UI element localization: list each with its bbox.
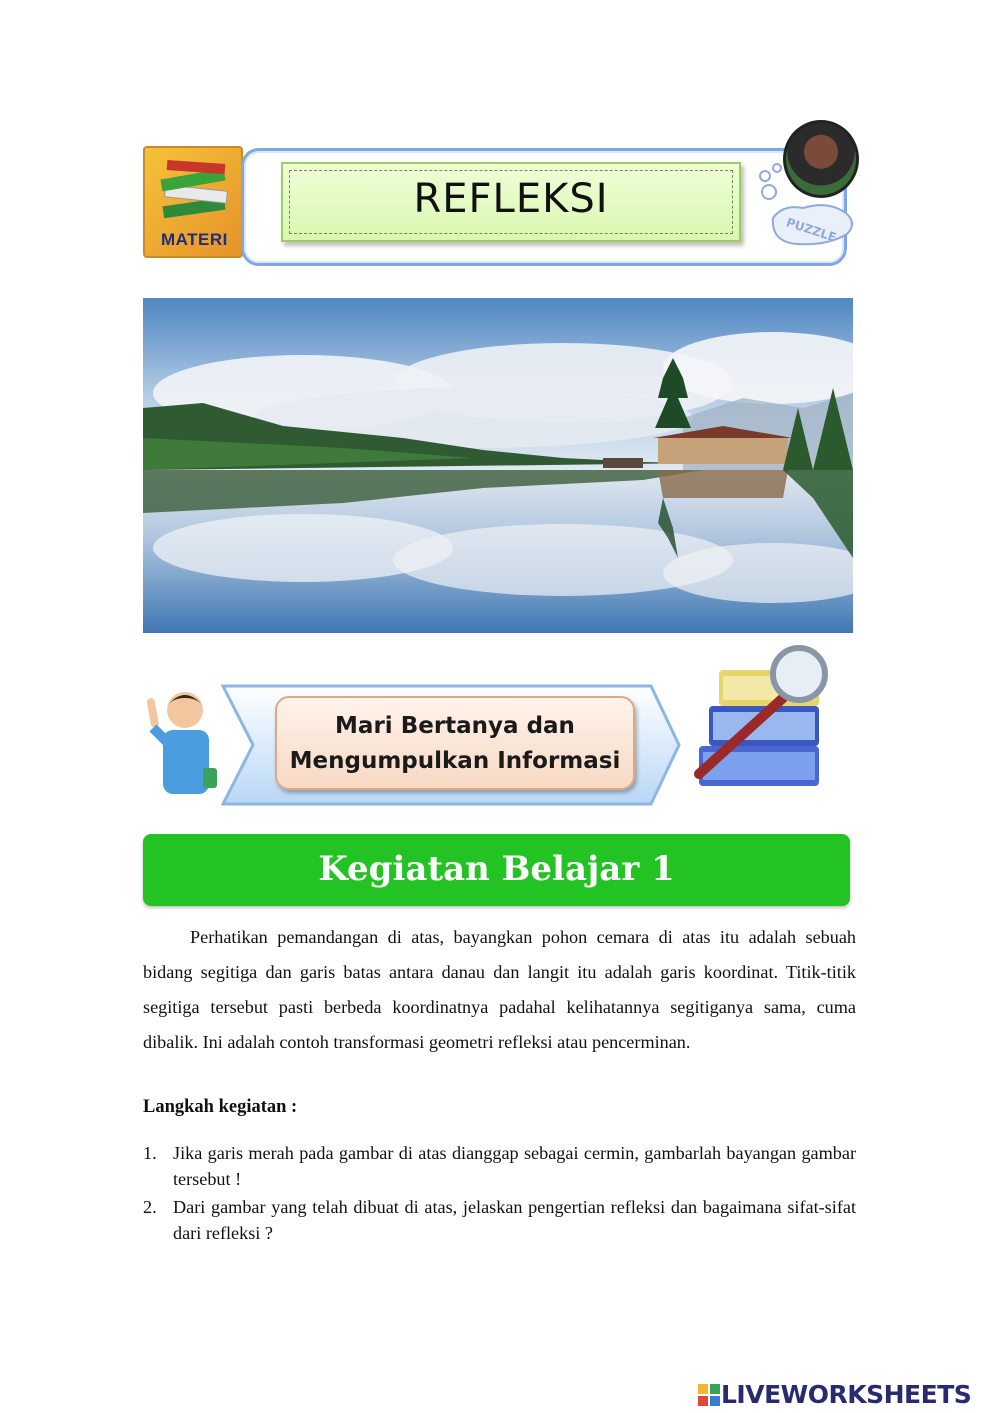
puzzle-label: PUZZLE (784, 215, 839, 245)
steps-title: Langkah kegiatan : (143, 1097, 298, 1117)
list-item (143, 1194, 856, 1246)
intro-paragraph-block (143, 920, 856, 1060)
watermark-text: LIVEWORKSHEETS (721, 1380, 972, 1409)
section-label-line2: Mengumpulkan Informasi (289, 748, 621, 774)
liveworksheets-mark-icon (697, 1383, 721, 1407)
books-magnifier-icon (679, 636, 855, 812)
materi-logo (143, 146, 243, 258)
books-stack-icon (159, 158, 239, 228)
step-text: Dari gambar yang telah dibuat di atas, jelaskan pengertian refleksi dan bagaimana sifat-sifat dari refleksi ? (173, 1197, 856, 1243)
step-number: 1. (143, 1143, 157, 1163)
liveworksheets-logo (697, 1380, 997, 1410)
page-title: REFLEKSI (413, 176, 609, 222)
section-label-line1: Mari Bertanya dan (335, 713, 575, 739)
lake-reflection-photo (143, 298, 853, 633)
thinking-boy-icon (143, 684, 223, 804)
avatar (783, 120, 859, 198)
steps-list (143, 1140, 856, 1248)
intro-paragraph: Perhatikan pemandangan di atas, bayangkan pohon cemara di atas itu adalah sebuah bidang segitiga dan garis batas antara danau dan langit itu adalah garis koordinat. Titik-titik segitiga tersebut pasti berbeda koordinatnya padahal kelihatannya segitiganya sama, cuma dibalik. Ini adalah contoh transformasi geometri refleksi atau pencerminan. (143, 927, 856, 1052)
step-number: 2. (143, 1197, 157, 1217)
section-banner (143, 636, 855, 812)
section-label (275, 696, 635, 790)
kegiatan-title-bar: Kegiatan Belajar 1 (143, 834, 850, 906)
step-text: Jika garis merah pada gambar di atas dianggap sebagai cermin, gambarlah bayangan gambar tersebut ! (173, 1143, 856, 1189)
header-banner (143, 118, 863, 268)
list-item (143, 1140, 856, 1192)
logo-label: MATERI (161, 230, 228, 249)
title-box (281, 162, 741, 242)
